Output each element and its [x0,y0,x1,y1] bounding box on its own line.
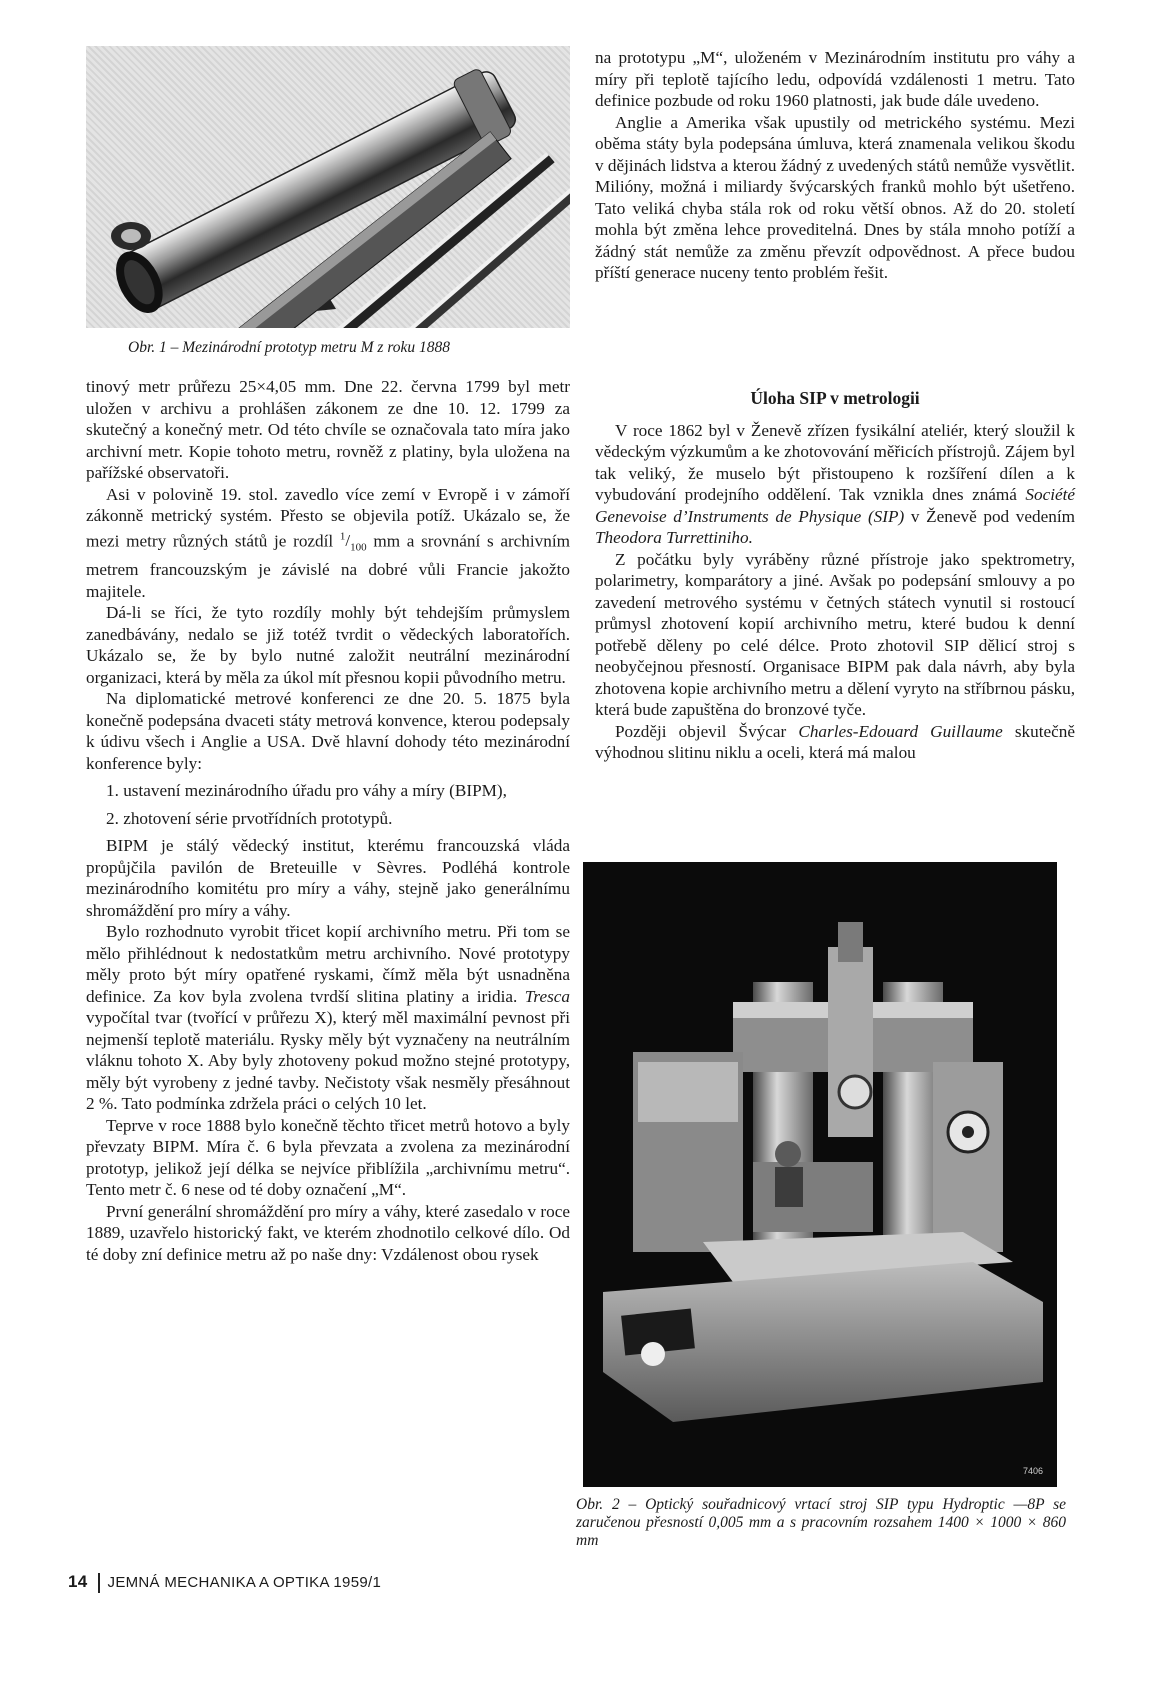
left-column [86,376,570,1265]
fraction-numerator: 1 [339,530,346,543]
fraction: $^1/_{100}$ [339,530,367,554]
paragraph [86,921,570,1115]
italic-name: Charles-Edouard Guillaume [798,721,1003,741]
paragraph: na prototypu „M“, uloženém v Mezinárodním institutu pro váhy a míry při teplotě tajícího ledu, odpovídá vzdálenosti 1 metru. Tato definice pozbude od roku 1960 platnosti, jak bude dále uvedeno. [595,48,1075,110]
paragraph [595,721,1075,764]
text-span: V roce 1862 byl v Ženevě zřízen fysikální ateliér, který sloužil k vědeckým výzkumům a ke zhotovování měřicích přístrojů. Zájem byl tak veliký, že muselo být přistoupeno k rozšíření dílen a k vybudování prodejního oddělení. Tak vznikla dnes známá [595,420,1075,504]
text-span: vypočítal tvar (tvořící v průřezu X), který měl maximální pevnost při nejmenší teplotě materiálu. Rysky měly být vyznačeny na neutrálním vláknu tohoto X. Aby byly zhotoveny pokud možno stejné prototypy, měly být vyrobeny z jedné tavby. Nečistoty však nesměly přesáhnout 2 %. Tato podmínka zdržela práci o celých 10 let. [86,1008,570,1114]
text-span: v Ženevě pod vedením [904,506,1075,526]
list-item: 2. zhotovení série prvotřídních prototypů. [106,808,393,828]
text-span: Později objevil Švýcar [615,721,799,741]
paragraph [595,420,1075,549]
page-footer [68,1572,568,1593]
fraction-denominator: 100 [350,541,367,554]
paragraph: První generální shromáždění pro míry a váhy, které zasedalo v roce 1889, uzavřelo historický fakt, ve kterém zhodnotilo celkové dílo. Od té doby zní definice metru až po naše dny: Vzdálenost obou rysek [86,1201,570,1264]
journal-title: JEMNÁ MECHANIKA A OPTIKA 1959/1 [107,1574,382,1591]
paragraph: Anglie a Amerika však upustily od metrického systému. Mezi oběma státy byla podepsána úmluva, která znamenala velikou škodu v dějinách lidstva a kterou žádný z uvedených států nemůže vysvětlit. Milióny, možná i miliardy švýcarských franků mohlo být ušetřeno. Tato veliká chyba stála rok od roku větší obnos. Až do 20. století mohla být změna lehce proveditelná. Dnes by stála mnoho potíží a žádný stát nemůže za změnu převzít odpovědnost. A přece budou příští generace nuceny tento problém řešit. [595,112,1075,282]
text-span: skutečně výhodnou slitinu niklu a oceli, která má malou [595,721,1075,762]
footer-divider [98,1573,100,1593]
paragraph: Na diplomatické metrové konferenci ze dne 20. 5. 1875 byla konečně podepsána dvaceti státy metrová konvence, kterou podepsaly k údivu všech i Anglie a USA. Dvě hlavní dohody této mezinárodní konference byly: [86,689,570,773]
section-heading: Úloha SIP v metrologii [750,388,920,408]
paragraph: Teprve v roce 1888 bylo konečně těchto třicet metrů hotovo a byly převzaty BIPM. Míra č. 6 byla převzata a zvolena za mezinárodní prototyp, jelikož její délka se nejvíce přiblížila „archivnímu metru“. Tento metr č. 6 nese od té doby označení „M“. [86,1115,570,1200]
paragraph: Dá-li se říci, že tyto rozdíly mohly být tehdejším průmyslem zanedbávány, nedalo se již totéž tvrdit o vědeckých laboratořích. Ukázalo se, že by bylo nutné založit neutrální mezinárodní organizaci, která by měla za úkol mít přesnou kopii původního metru. [86,603,570,687]
boring-machine-illustration [583,862,1057,1487]
paragraph: tinový metr průřezu 25×4,05 mm. Dne 22. června 1799 byl metr uložen v archivu a prohlášen zákonem ze dne 10. 12. 1799 za skutečný a konečný metr. Od této chvíle se označovala tato míra jako archivní metr. Kopie tohoto metru, rovněž z platiny, byla uložena na pařížské observatoři. [86,377,570,482]
text-span: Bylo rozhodnuto vyrobit třicet kopií archivního metru. Při tom se mělo přihlédnout k nedostatkům metru archivního. Nové prototypy měly proto být míry opatřené ryskami, čímž měla být usnadněna definice. Za kov byla zvolena tvrdší slitina platiny a iridia. [86,922,570,1006]
list-item: 1. ustavení mezinárodního úřadu pro váhy a míry (BIPM), [106,781,507,801]
paragraph [86,484,570,603]
plate-number: 7406 [1023,1466,1044,1476]
figure-2-photo [583,862,1057,1487]
right-column-middle [595,380,1075,764]
right-column-top [595,47,1075,284]
text-span: mm a srovnání s archivním metrem francouzským je závislé na dobré vůli Francie jakožto majitele. [86,531,570,601]
italic-name: Société Genevoise d’Instruments de Physique (SIP) [595,485,1075,526]
italic-name: Theodora Turrettiniho. [595,528,753,547]
figure-2-caption: Obr. 2 – Optický souřadnicový vrtací stroj SIP typu Hydroptic —8P se zaručenou přesností 0,005 mm a s pracovním rozsahem 1400 × 1000 × 860 mm [576,1496,1066,1549]
metre-prototype-illustration [86,46,570,328]
text-span: Asi v polovině 19. stol. zavedlo více zemí v Evropě i v zámoří zákonně metrický systém. Přesto se objevila potíž. Ukázalo se, že mezi metry různých států je rozdíl [86,484,570,551]
italic-name: Tresca [524,986,570,1006]
paragraph: BIPM je stálý vědecký institut, kterému francouzská vláda propůjčila pavilón de Breteuille v Sèvres. Podléhá kontrole mezinárodního komitétu pro míry a váhy, stejně jako generálnímu shromáždění pro míry a váhy. [86,836,570,920]
figure-1-caption: Obr. 1 – Mezinárodní prototyp metru M z roku 1888 [128,339,451,356]
page-number: 14 [68,1572,88,1591]
paragraph: Z počátku byly vyráběny různé přístroje jako spektrometry, polarimetry, komparátory a jiné. Avšak po podepsání smlouvy a po zavedení metrového systému v četných státech vynutil si rostoucí průmysl zhotovení kopií archivního metru, které budou k denní potřebě děleny po celé délce. Proto zhotovil SIP dělicí stroj s neobyčejnou přesností. Organisace BIPM pak dala návrh, aby byla zhotovena kopie archivního metru a dělení vyryto na stříbrnou pásku, která bude zapuštěna do bronzové tyče. [595,549,1075,719]
figure-1-photo [86,46,570,328]
